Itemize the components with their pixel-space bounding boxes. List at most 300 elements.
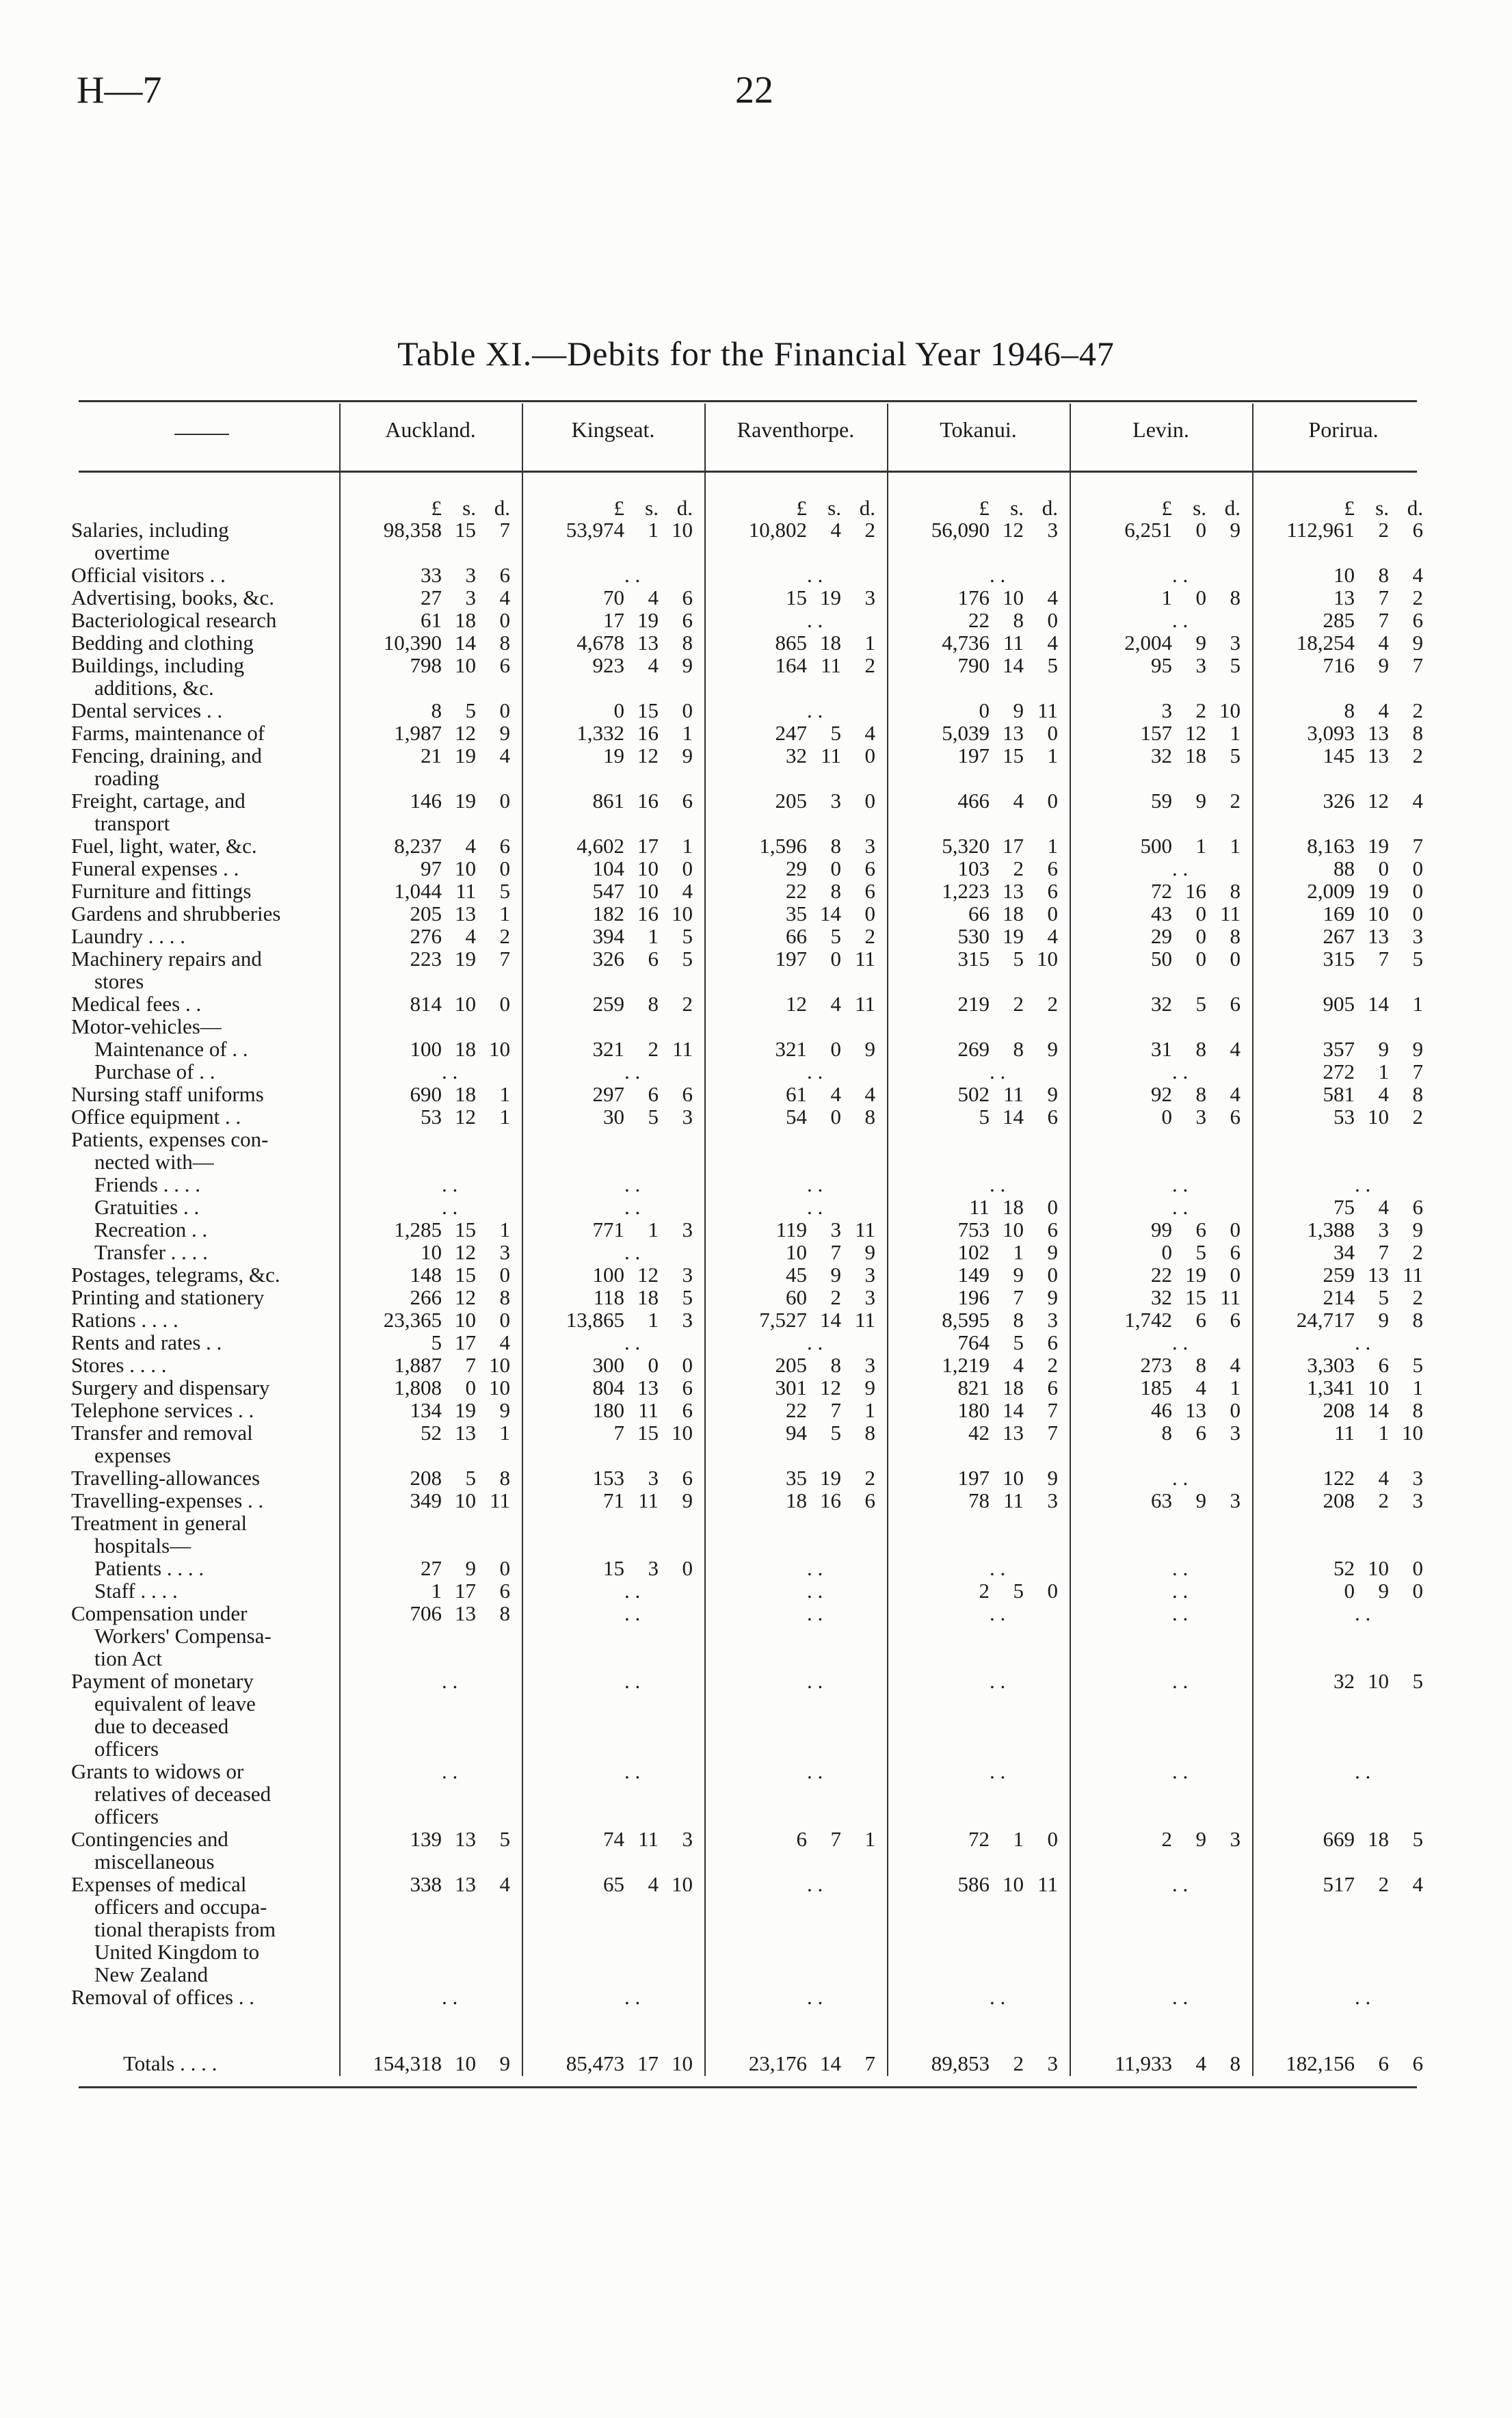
- cell-pence: 3: [1230, 1421, 1241, 1445]
- cell-pounds: 1,742: [1124, 1308, 1172, 1332]
- cell-pounds: 139: [410, 1827, 442, 1851]
- cell-pence: 11: [490, 1488, 510, 1512]
- cell-pence: 1: [682, 721, 693, 745]
- cell-pounds: 771: [592, 1218, 624, 1241]
- row-label: due to deceased: [94, 1714, 229, 1738]
- cell-pounds: 326: [1323, 789, 1355, 813]
- row-label: Maintenance of . .: [94, 1037, 248, 1061]
- cell-nil: . .: [807, 1601, 823, 1625]
- cell-shillings: 2: [1378, 518, 1389, 542]
- cell-pence: 8: [1412, 721, 1423, 745]
- cell-nil: . .: [1172, 608, 1189, 632]
- cell-shillings: 18: [455, 1082, 476, 1106]
- cell-shillings: 8: [830, 1353, 841, 1377]
- cell-pounds: 52: [1334, 1556, 1355, 1580]
- cell-pence: 6: [682, 586, 693, 609]
- total-shillings: 14: [820, 2051, 841, 2075]
- cell-pounds: 43: [1151, 902, 1172, 925]
- cell-shillings: 9: [1378, 1037, 1389, 1061]
- cell-nil: . .: [1355, 1172, 1371, 1196]
- cell-nil: . .: [1172, 1669, 1189, 1693]
- cell-pounds: 3: [1161, 698, 1172, 722]
- cell-shillings: 6: [648, 947, 659, 971]
- column-header: Raventhorpe.: [737, 417, 855, 442]
- cell-shillings: 2: [1013, 856, 1024, 880]
- cell-pounds: 11: [969, 1195, 990, 1219]
- cell-shillings: 14: [1003, 1105, 1024, 1129]
- cell-nil: . .: [624, 1759, 641, 1783]
- row-label: Contingencies and: [71, 1827, 228, 1851]
- cell-shillings: 1: [648, 1308, 659, 1332]
- cell-shillings: 9: [1195, 631, 1206, 655]
- cell-pence: 8: [1412, 1082, 1423, 1106]
- cell-nil: . .: [1172, 1601, 1189, 1625]
- cell-shillings: 18: [1185, 744, 1206, 767]
- cell-pounds: 19: [603, 744, 624, 767]
- row-label: Gardens and shrubberies: [71, 902, 281, 925]
- cell-pence: 6: [1412, 1195, 1423, 1219]
- unit-shilling: s.: [827, 496, 841, 520]
- row-label: Bedding and clothing: [71, 631, 254, 655]
- cell-shillings: 9: [1378, 653, 1389, 677]
- cell-shillings: 17: [1003, 834, 1024, 858]
- cell-pence: 5: [1047, 653, 1058, 677]
- cell-shillings: 14: [820, 902, 841, 925]
- cell-shillings: 12: [455, 1285, 476, 1309]
- cell-pence: 2: [1412, 1105, 1423, 1129]
- column-header: Tokanui.: [940, 417, 1017, 442]
- cell-pounds: 247: [775, 721, 807, 745]
- total-pounds: 85,473: [566, 2051, 624, 2075]
- cell-shillings: 13: [1003, 1421, 1024, 1445]
- cell-pence: 6: [1230, 992, 1241, 1016]
- cell-pence: 1: [499, 1082, 510, 1106]
- cell-pence: 10: [1219, 698, 1241, 722]
- cell-pounds: 8,163: [1307, 834, 1355, 858]
- total-pounds: 89,853: [931, 2051, 990, 2075]
- cell-pence: 0: [1412, 879, 1423, 903]
- cell-pounds: 547: [592, 879, 624, 903]
- cell-shillings: 11: [638, 1488, 659, 1512]
- cell-pence: 3: [682, 1308, 693, 1332]
- cell-shillings: 1: [1013, 1827, 1024, 1851]
- cell-pence: 6: [1047, 1376, 1058, 1399]
- cell-pounds: 72: [968, 1827, 990, 1851]
- cell-nil: . .: [807, 1872, 823, 1896]
- cell-pounds: 3,303: [1307, 1353, 1355, 1377]
- cell-pounds: 197: [957, 1466, 990, 1490]
- cell-pounds: 1: [1161, 586, 1172, 609]
- cell-pence: 11: [855, 947, 875, 971]
- cell-pence: 3: [864, 1263, 875, 1287]
- cell-nil: . .: [1172, 1330, 1189, 1354]
- cell-nil: . .: [807, 1330, 823, 1354]
- row-label: Expenses of medical: [71, 1872, 247, 1896]
- cell-pounds: 4,736: [942, 631, 990, 655]
- cell-shillings: 17: [637, 834, 659, 858]
- cell-shillings: 8: [1195, 1353, 1206, 1377]
- cell-pounds: 8,237: [394, 834, 442, 858]
- unit-pence: d.: [1224, 496, 1241, 520]
- cell-pounds: 0: [1344, 1579, 1355, 1603]
- bottom-rule: [79, 2086, 1417, 2088]
- cell-pence: 3: [682, 1218, 693, 1241]
- cell-shillings: 11: [1003, 1082, 1024, 1106]
- cell-pence: 3: [1047, 1488, 1058, 1512]
- cell-shillings: 0: [1195, 924, 1206, 948]
- column-rule: [704, 404, 706, 2076]
- cell-shillings: 8: [1013, 608, 1024, 632]
- row-label: Transfer . . . .: [94, 1240, 208, 1264]
- cell-shillings: 5: [1195, 1240, 1206, 1264]
- cell-pence: 4: [1047, 631, 1058, 655]
- cell-shillings: 1: [1013, 1240, 1024, 1264]
- cell-pounds: 146: [410, 789, 442, 813]
- cell-shillings: 19: [455, 744, 476, 767]
- cell-shillings: 7: [1013, 1285, 1024, 1309]
- cell-pounds: 923: [592, 653, 624, 677]
- row-label: Surgery and dispensary: [71, 1376, 270, 1399]
- cell-pence: 8: [1230, 924, 1241, 948]
- cell-shillings: 13: [637, 1376, 659, 1399]
- cell-shillings: 16: [637, 902, 659, 925]
- cell-shillings: 15: [637, 698, 659, 722]
- cell-shillings: 6: [1378, 1353, 1389, 1377]
- cell-nil: . .: [807, 1985, 823, 2009]
- cell-nil: . .: [990, 1060, 1006, 1083]
- cell-pence: 7: [1412, 834, 1423, 858]
- cell-pence: 6: [1047, 1105, 1058, 1129]
- cell-shillings: 10: [1003, 586, 1024, 609]
- cell-shillings: 5: [465, 1466, 476, 1490]
- cell-pounds: 764: [957, 1330, 990, 1354]
- cell-nil: . .: [807, 1195, 823, 1219]
- cell-pounds: 1,332: [576, 721, 624, 745]
- cell-shillings: 15: [1003, 744, 1024, 767]
- cell-shillings: 19: [455, 789, 476, 813]
- row-label: Salaries, including: [71, 518, 229, 542]
- cell-shillings: 4: [1378, 1195, 1389, 1219]
- cell-pounds: 517: [1323, 1872, 1355, 1896]
- row-label: Treatment in general: [71, 1511, 248, 1535]
- cell-pounds: 197: [775, 947, 807, 971]
- cell-nil: . .: [990, 1669, 1006, 1693]
- cell-shillings: 16: [637, 721, 659, 745]
- cell-pounds: 72: [1151, 879, 1172, 903]
- cell-pounds: 1,219: [942, 1353, 990, 1377]
- cell-pence: 8: [682, 631, 693, 655]
- cell-nil: . .: [1355, 1985, 1371, 2009]
- cell-pounds: 10,390: [383, 631, 442, 655]
- cell-pounds: 297: [592, 1082, 624, 1106]
- cell-shillings: 13: [455, 1421, 476, 1445]
- cell-shillings: 8: [1195, 1082, 1206, 1106]
- cell-pence: 3: [864, 1353, 875, 1377]
- cell-pounds: 208: [410, 1466, 442, 1490]
- cell-pence: 4: [1230, 1082, 1241, 1106]
- cell-pounds: 27: [421, 586, 442, 609]
- cell-pence: 1: [864, 631, 875, 655]
- cell-nil: . .: [1172, 1466, 1189, 1490]
- cell-pounds: 153: [592, 1466, 624, 1490]
- cell-pence: 8: [1412, 1398, 1423, 1422]
- cell-shillings: 13: [1368, 924, 1389, 948]
- row-label: Payment of monetary: [71, 1669, 254, 1693]
- cell-pounds: 197: [957, 744, 990, 767]
- unit-pound: £: [979, 496, 990, 520]
- cell-shillings: 19: [1368, 834, 1389, 858]
- cell-pence: 6: [682, 1376, 693, 1399]
- cell-pence: 10: [1037, 947, 1058, 971]
- row-label: Friends . . . .: [94, 1172, 200, 1196]
- cell-pounds: 18,254: [1296, 631, 1355, 655]
- cell-pounds: 865: [775, 631, 807, 655]
- cell-pounds: 21: [421, 744, 442, 767]
- cell-pounds: 205: [410, 902, 442, 925]
- cell-pounds: 32: [1151, 992, 1172, 1016]
- cell-pounds: 269: [957, 1037, 990, 1061]
- cell-shillings: 17: [455, 1579, 476, 1603]
- cell-nil: . .: [442, 1060, 458, 1083]
- cell-pence: 6: [499, 1579, 510, 1603]
- cell-pence: 6: [1047, 879, 1058, 903]
- cell-pounds: 15: [603, 1556, 624, 1580]
- cell-pence: 10: [489, 1353, 510, 1377]
- column-header: Porirua.: [1308, 417, 1379, 442]
- cell-nil: . .: [990, 1601, 1006, 1625]
- cell-nil: . .: [442, 1759, 458, 1783]
- row-label: Farms, maintenance of: [71, 721, 265, 745]
- cell-pounds: 182: [592, 902, 624, 925]
- cell-pence: 6: [1412, 518, 1423, 542]
- cell-pounds: 157: [1140, 721, 1172, 745]
- cell-shillings: 19: [1003, 924, 1024, 948]
- cell-pounds: 10: [1334, 563, 1355, 587]
- row-label: Stores . . . .: [71, 1353, 167, 1377]
- cell-pence: 5: [682, 1285, 693, 1309]
- cell-shillings: 3: [465, 586, 476, 609]
- cell-pence: 5: [682, 924, 693, 948]
- cell-shillings: 8: [1195, 1037, 1206, 1061]
- cell-pounds: 0: [1161, 1105, 1172, 1129]
- cell-shillings: 10: [1003, 1872, 1024, 1896]
- cell-nil: . .: [624, 1985, 641, 2009]
- unit-pound: £: [796, 496, 807, 520]
- cell-pounds: 185: [1140, 1376, 1172, 1399]
- cell-pounds: 71: [603, 1488, 624, 1512]
- cell-pounds: 196: [957, 1285, 990, 1309]
- row-label: Telephone services . .: [71, 1398, 254, 1422]
- cell-pence: 5: [1412, 1827, 1423, 1851]
- cell-pence: 4: [499, 1330, 510, 1354]
- cell-shillings: 19: [637, 608, 659, 632]
- cell-pence: 0: [1047, 902, 1058, 925]
- row-label: Grants to widows or: [71, 1759, 244, 1783]
- cell-shillings: 7: [1378, 608, 1389, 632]
- cell-pence: 0: [499, 1308, 510, 1332]
- total-pounds: 182,156: [1286, 2051, 1355, 2075]
- cell-pence: 2: [1412, 698, 1423, 722]
- cell-pence: 0: [1230, 1398, 1241, 1422]
- cell-pounds: 4,602: [576, 834, 624, 858]
- cell-pence: 1: [864, 1398, 875, 1422]
- row-label: Laundry . . . .: [71, 924, 186, 948]
- cell-pence: 2: [499, 924, 510, 948]
- cell-pence: 7: [499, 518, 510, 542]
- cell-pence: 5: [682, 947, 693, 971]
- cell-pounds: 5: [431, 1330, 442, 1354]
- row-label: Office equipment . .: [71, 1105, 241, 1129]
- cell-pounds: 338: [410, 1872, 442, 1896]
- cell-shillings: 19: [1185, 1263, 1206, 1287]
- cell-shillings: 6: [1195, 1421, 1206, 1445]
- cell-pence: 3: [1412, 924, 1423, 948]
- unit-shilling: s.: [1193, 496, 1206, 520]
- total-pence: 8: [1230, 2051, 1241, 2075]
- cell-pence: 6: [1047, 1330, 1058, 1354]
- cell-pence: 0: [1230, 1218, 1241, 1241]
- cell-shillings: 0: [830, 947, 841, 971]
- cell-pounds: 10: [786, 1240, 807, 1264]
- cell-shillings: 10: [1368, 1556, 1389, 1580]
- cell-shillings: 7: [1378, 586, 1389, 609]
- cell-pounds: 8: [1344, 698, 1355, 722]
- cell-pence: 0: [1047, 608, 1058, 632]
- cell-pence: 6: [1047, 856, 1058, 880]
- cell-shillings: 7: [830, 1827, 841, 1851]
- cell-shillings: 4: [465, 924, 476, 948]
- cell-pence: 9: [682, 653, 693, 677]
- cell-pounds: 259: [1323, 1263, 1355, 1287]
- cell-shillings: 9: [1195, 789, 1206, 813]
- cell-shillings: 10: [1003, 1218, 1024, 1241]
- cell-pounds: 2,004: [1124, 631, 1172, 655]
- stub-header-dash: [174, 434, 229, 435]
- cell-shillings: 9: [1195, 1488, 1206, 1512]
- column-header: Auckland.: [385, 417, 476, 442]
- cell-nil: . .: [807, 1669, 823, 1693]
- cell-shillings: 7: [830, 1398, 841, 1422]
- row-label: Workers' Compensa-: [94, 1624, 271, 1648]
- cell-shillings: 1: [648, 518, 659, 542]
- cell-pence: 3: [1230, 1827, 1241, 1851]
- cell-pence: 0: [864, 789, 875, 813]
- cell-pence: 9: [1047, 1037, 1058, 1061]
- row-label: Travelling-expenses . .: [71, 1488, 264, 1512]
- unit-pound: £: [431, 496, 442, 520]
- cell-pounds: 905: [1323, 992, 1355, 1016]
- cell-pence: 6: [1230, 1105, 1241, 1129]
- cell-shillings: 10: [1368, 1376, 1389, 1399]
- row-label: officers: [94, 1737, 159, 1761]
- cell-pence: 0: [1412, 1579, 1423, 1603]
- cell-pounds: 32: [786, 744, 807, 767]
- cell-pence: 4: [1047, 924, 1058, 948]
- cell-nil: . .: [1172, 563, 1189, 587]
- cell-nil: . .: [1172, 1195, 1189, 1219]
- row-label: Motor-vehicles—: [71, 1014, 222, 1038]
- cell-pounds: 11: [1334, 1421, 1355, 1445]
- cell-pence: 4: [1230, 1353, 1241, 1377]
- cell-shillings: 0: [830, 856, 841, 880]
- cell-shillings: 18: [1003, 902, 1024, 925]
- cell-nil: . .: [1355, 1759, 1371, 1783]
- cell-pounds: 22: [1151, 1263, 1172, 1287]
- total-shillings: 4: [1195, 2051, 1206, 2075]
- cell-pence: 0: [1412, 1556, 1423, 1580]
- cell-pence: 9: [1412, 1218, 1423, 1241]
- cell-pence: 5: [499, 1827, 510, 1851]
- cell-pence: 5: [499, 879, 510, 903]
- cell-pounds: 357: [1323, 1037, 1355, 1061]
- cell-pence: 3: [499, 1240, 510, 1264]
- cell-nil: . .: [807, 608, 823, 632]
- cell-pounds: 0: [613, 698, 624, 722]
- cell-pence: 3: [1230, 631, 1241, 655]
- cell-shillings: 0: [1195, 586, 1206, 609]
- cell-pounds: 6: [796, 1827, 807, 1851]
- cell-pounds: 13,865: [566, 1308, 624, 1332]
- cell-pence: 3: [864, 1285, 875, 1309]
- cell-pence: 0: [499, 608, 510, 632]
- row-label: Advertising, books, &c.: [71, 586, 275, 609]
- cell-pounds: 321: [592, 1037, 624, 1061]
- cell-pence: 4: [499, 1872, 510, 1896]
- cell-pounds: 112,961: [1286, 518, 1355, 542]
- cell-pounds: 5,320: [942, 834, 990, 858]
- cell-pence: 0: [1047, 1263, 1058, 1287]
- cell-shillings: 15: [1185, 1285, 1206, 1309]
- cell-pence: 5: [1230, 653, 1241, 677]
- cell-nil: . .: [442, 1172, 458, 1196]
- cell-pounds: 266: [410, 1285, 442, 1309]
- cell-pence: 3: [864, 586, 875, 609]
- cell-pounds: 53,974: [566, 518, 624, 542]
- cell-pounds: 205: [775, 1353, 807, 1377]
- cell-pence: 3: [1047, 1308, 1058, 1332]
- cell-pence: 4: [1230, 1037, 1241, 1061]
- unit-pence: d.: [676, 496, 693, 520]
- unit-pence: d.: [1407, 496, 1423, 520]
- cell-pounds: 118: [593, 1285, 624, 1309]
- cell-pounds: 12: [786, 992, 807, 1016]
- row-label: Patients, expenses con-: [71, 1127, 269, 1151]
- cell-shillings: 16: [820, 1488, 841, 1512]
- cell-nil: . .: [1172, 1060, 1189, 1083]
- cell-shillings: 12: [1003, 518, 1024, 542]
- cell-pounds: 27: [421, 1556, 442, 1580]
- cell-pence: 5: [1412, 1669, 1423, 1693]
- cell-pence: 6: [682, 1398, 693, 1422]
- cell-pence: 4: [864, 1082, 875, 1106]
- cell-pence: 2: [864, 924, 875, 948]
- cell-nil: . .: [624, 1195, 641, 1219]
- cell-shillings: 10: [637, 879, 659, 903]
- cell-pence: 3: [1230, 1488, 1241, 1512]
- unit-pence: d.: [859, 496, 875, 520]
- cell-pounds: 104: [592, 856, 624, 880]
- total-pounds: 11,933: [1114, 2051, 1172, 2075]
- cell-pounds: 45: [786, 1263, 807, 1287]
- cell-pence: 0: [682, 1556, 693, 1580]
- cell-pence: 0: [1047, 789, 1058, 813]
- cell-pence: 0: [499, 856, 510, 880]
- total-shillings: 2: [1013, 2051, 1024, 2075]
- cell-nil: . .: [807, 1579, 823, 1603]
- row-label: New Zealand: [94, 1962, 209, 1986]
- cell-pounds: 148: [410, 1263, 442, 1287]
- cell-pence: 8: [499, 1285, 510, 1309]
